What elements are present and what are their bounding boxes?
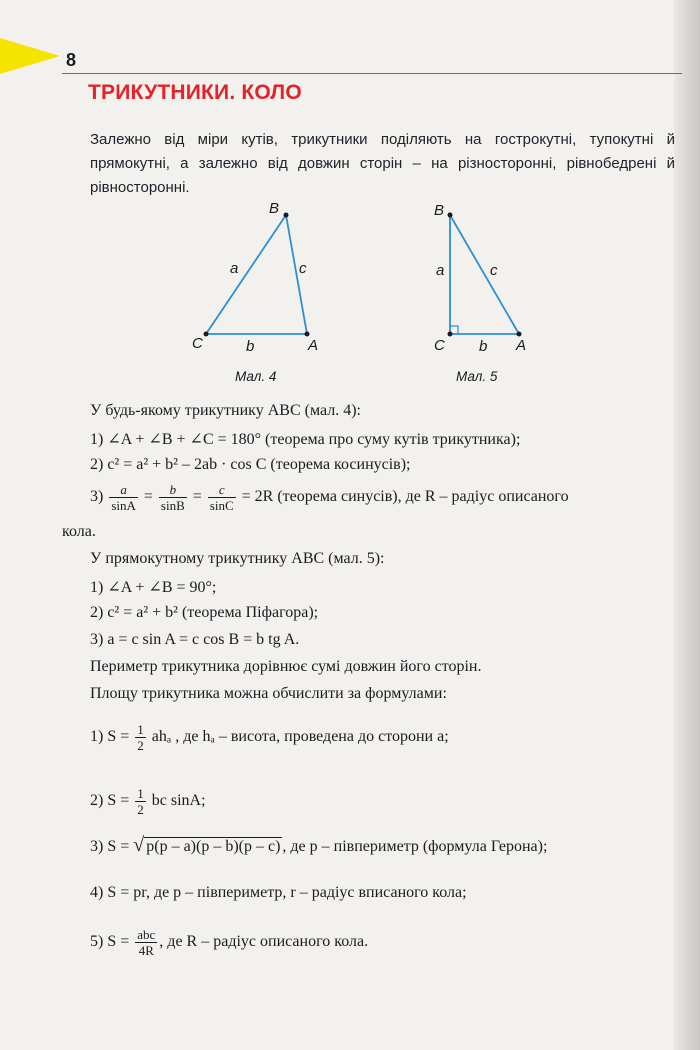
header-rule (62, 73, 682, 74)
side-c-label: c (299, 260, 307, 277)
side-b-label: b (246, 338, 255, 355)
intro-paragraph: Залежно від міри кутів, трикутники поділяють на гострокутні, тупокутні й прямокутні, а залежно від довжин сторін – на різносторонні, рівнобедрені й рівносторонні. (90, 131, 675, 196)
fraction-a-sina: $\frac{a}{\sin A}$ (111, 482, 136, 513)
page-edge-shadow (674, 0, 700, 1050)
area-formula-circumradius: 5) S = $\frac{\text{abc}}{4R}$ , де R – радіус описаного кола. (90, 927, 369, 958)
figure-5-caption: Мал. 5 (456, 369, 498, 384)
vertex-b-label: B (269, 200, 280, 217)
area-formula-2: 2) S = $\frac{1}{2}$ bc sinA; (90, 786, 206, 817)
figure-4 (180, 195, 350, 395)
vertex-b-dot (448, 213, 453, 218)
vertex-c-label: C (434, 337, 445, 354)
vertex-b-label: B (434, 202, 445, 219)
page-number: 8 (66, 50, 77, 70)
sine-law-tail: = 2R (теорема синусів), де R – радіус описаного (241, 488, 569, 506)
right-triangle-abc (450, 215, 519, 334)
figure-4-caption: Мал. 4 (235, 369, 277, 384)
vertex-c-dot (204, 332, 209, 337)
figure-5 (420, 195, 560, 395)
right-triangle-heading: У прямокутному трикутнику ABC (мал. 5): (90, 550, 385, 567)
fraction-c-sinc: $\frac{c}{\sin C}$ (209, 482, 234, 513)
perimeter-statement: Периметр трикутника дорівнює сумі довжин його сторін. (90, 658, 482, 675)
sine-law-continuation: кола. (62, 523, 96, 540)
corner-tab (0, 38, 60, 74)
side-c-label: c (490, 262, 498, 279)
area-formula-1: 1) S = $\frac{1}{2}$ ahₐ , де hₐ – висота, проведена до сторони a; (90, 722, 449, 753)
fraction-one-half: $\frac{1}{2}$ (137, 786, 144, 817)
section-title: ТРИКУТНИКИ. КОЛО (88, 81, 302, 104)
fraction-abc-4r: $\frac{\text{abc}}{4R}$ (137, 927, 156, 958)
formula-trig-relations: 3) a = c sin A = c cos B = b tg A. (90, 631, 300, 648)
formula-cosine-law: 2) c² = a² + b² – 2ab · cos C (теорема косинусів); (90, 456, 411, 473)
side-b-label: b (479, 338, 488, 355)
vertex-c-label: C (192, 335, 203, 352)
triangle-abc (206, 215, 307, 334)
area-formula-inradius: 4) S = pr, де p – півпериметр, r – радіус вписаного кола; (90, 884, 467, 901)
formula-pythagoras: 2) c² = a² + b² (теорема Піфагора); (90, 604, 319, 621)
vertex-c-dot (448, 332, 453, 337)
vertex-a-label: A (308, 337, 319, 354)
formula-sine-law: 3) $\frac{a}{\sin A}$ = $\frac{b}{\sin B}$ = $\frac{c}{\sin C}$ = 2R (теорема синусів), де R – радіус описаного (90, 482, 569, 513)
vertex-a-label: A (516, 337, 527, 354)
formula-angle-sum: 1) ∠A + ∠B + ∠C = 180° (теорема про суму кутів трикутника); (90, 431, 521, 448)
side-a-label: a (436, 262, 445, 279)
vertex-b-dot (284, 213, 289, 218)
area-heading: Площу трикутника можна обчислити за формулами: (90, 685, 447, 702)
fraction-one-half: $\frac{1}{2}$ (137, 722, 144, 753)
side-a-label: a (230, 260, 239, 277)
sqrt-icon: √ (133, 834, 145, 856)
area-formula-heron: 3) S = √ p(p – a)(p – b)(p – c) , де p – півпериметр (формула Герона); (90, 834, 548, 856)
heron-radicand: p(p – a)(p – b)(p – c) (146, 838, 281, 855)
formula-acute-angles: 1) ∠A + ∠B = 90°; (90, 579, 217, 596)
any-triangle-heading: У будь-якому трикутнику ABC (мал. 4): (90, 402, 361, 419)
vertex-a-dot (305, 332, 310, 337)
sine-law-number: 3) (90, 488, 104, 506)
vertex-a-dot (517, 332, 522, 337)
fraction-b-sinb: $\frac{b}{\sin B}$ (160, 482, 185, 513)
